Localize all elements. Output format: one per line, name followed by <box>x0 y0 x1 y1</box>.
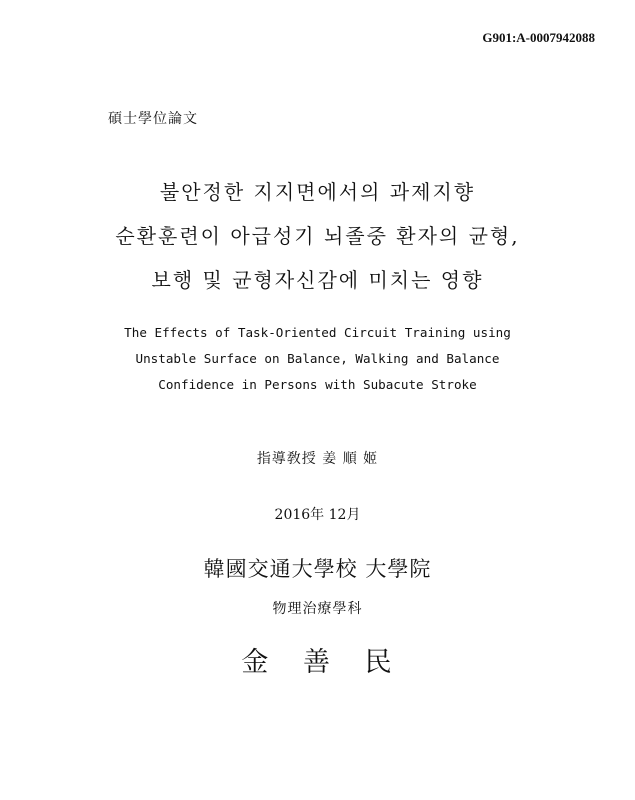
university-name: 韓國交通大學校 大學院 <box>203 557 432 581</box>
korean-title <box>0 170 635 302</box>
document-id: G901:A-0007942088 <box>482 30 595 45</box>
korean-title-line-2: 순환훈련이 아급성기 뇌졸중 환자의 균형, <box>115 224 520 248</box>
department-name: 物理治療學科 <box>272 601 363 617</box>
english-title-line-3: Confidence in Persons with Subacute Stroke <box>158 377 477 392</box>
author-name: 金 善 民 <box>241 647 394 678</box>
english-title-line-2: Unstable Surface on Balance, Walking and Balance <box>135 351 500 366</box>
korean-title-line-1: 불안정한 지지면에서의 과제지향 <box>159 180 476 204</box>
submission-date: 2016年 12月 <box>274 507 361 523</box>
english-title-line-1: The Effects of Task-Oriented Circuit Training using <box>124 325 511 340</box>
korean-title-line-3: 보행 및 균형자신감에 미치는 영향 <box>151 268 484 292</box>
advisor-name: 指導敎授 姜 順 姬 <box>256 451 379 467</box>
english-title <box>0 320 635 398</box>
degree-label: 碩士學位論文 <box>108 111 198 127</box>
